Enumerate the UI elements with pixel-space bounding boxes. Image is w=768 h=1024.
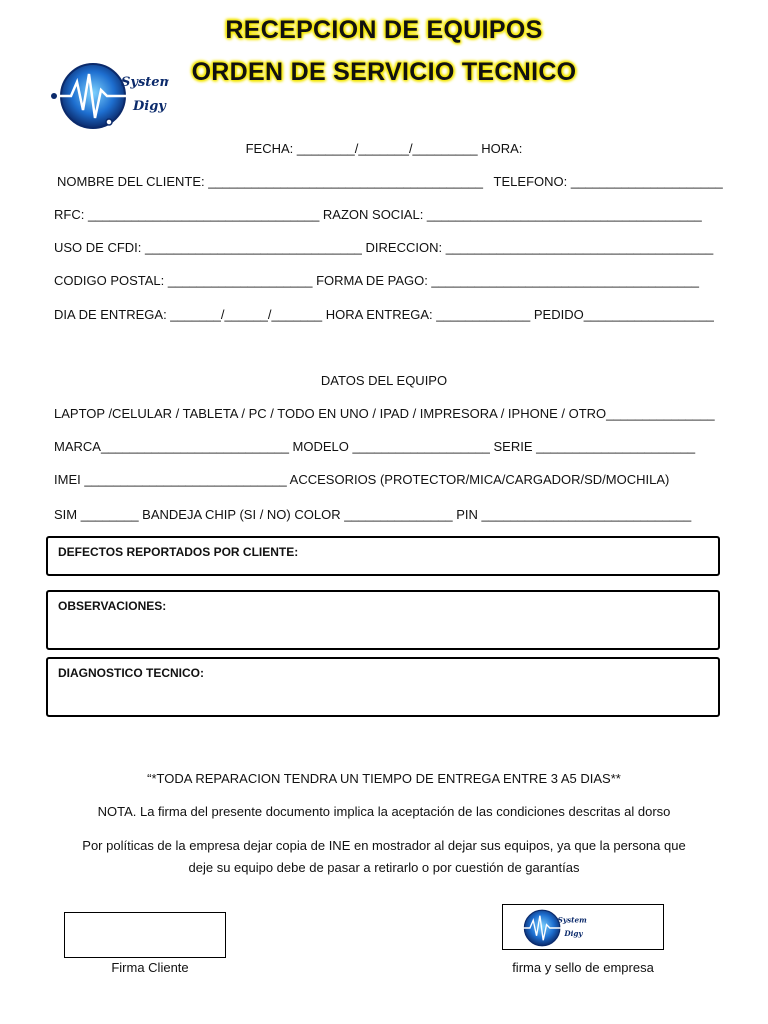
nombre-telefono-field[interactable]: NOMBRE DEL CLIENTE: ______________________________________ TELEFONO: _____________________ bbox=[57, 174, 723, 189]
signature-note: NOTA. La firma del presente documento implica la aceptación de las condiciones descritas al dorso bbox=[97, 804, 671, 819]
defectos-box[interactable] bbox=[46, 536, 720, 576]
rfc-razon-social-field[interactable]: RFC: ________________________________ RAZON SOCIAL: ______________________________________ bbox=[54, 207, 702, 222]
logo-text-1: System bbox=[120, 75, 169, 90]
logo-text-2: Digy bbox=[132, 99, 166, 114]
stamp-logo-graphic bbox=[511, 908, 591, 948]
document-subtitle: ORDEN DE SERVICIO TECNICO bbox=[191, 58, 577, 86]
delivery-time-note: “*TODA REPARACION TENDRA UN TIEMPO DE ENTREGA ENTRE 3 A5 DIAS** bbox=[147, 771, 621, 786]
cfdi-direccion-field[interactable]: USO DE CFDI: ______________________________ DIRECCION: _____________________________________ bbox=[54, 240, 714, 255]
codigo-postal-forma-pago-field[interactable]: CODIGO POSTAL: ____________________ FORMA DE PAGO: _____________________________________ bbox=[54, 273, 699, 288]
sim-color-pin-field[interactable]: SIM ________ BANDEJA CHIP (SI / NO) COLOR _______________ PIN _____________________________ bbox=[54, 507, 692, 522]
diagnostico-label: DIAGNOSTICO TECNICO: bbox=[58, 666, 204, 680]
device-type-field[interactable]: LAPTOP /CELULAR / TABLETA / PC / TODO EN UNO / IPAD / IMPRESORA / IPHONE / OTRO_______________ bbox=[54, 406, 715, 421]
equipment-heading: DATOS DEL EQUIPO bbox=[320, 373, 448, 388]
company-stamp-box[interactable] bbox=[502, 904, 664, 950]
document-title: RECEPCION DE EQUIPOS bbox=[225, 16, 543, 44]
observaciones-label: OBSERVACIONES: bbox=[58, 599, 167, 613]
dia-hora-entrega-field[interactable]: DIA DE ENTREGA: _______/______/_______ HORA ENTREGA: _____________ PEDIDO__________________ bbox=[54, 307, 714, 322]
marca-modelo-serie-field[interactable]: MARCA__________________________ MODELO ___________________ SERIE ______________________ bbox=[54, 439, 696, 454]
fecha-hora-field[interactable]: FECHA: ________/_______/_________ HORA: bbox=[245, 141, 523, 156]
diagnostico-box[interactable] bbox=[46, 657, 720, 717]
policy-note-line2: deje su equipo debe de pasar a retirarlo o por cuestión de garantías bbox=[188, 860, 580, 875]
stamp-logo-text-2: Digy bbox=[564, 928, 583, 938]
observaciones-box[interactable] bbox=[46, 590, 720, 650]
company-stamp-logo bbox=[511, 908, 591, 948]
defectos-label: DEFECTOS REPORTADOS POR CLIENTE: bbox=[58, 545, 299, 559]
stamp-logo-text-1: System bbox=[557, 915, 587, 925]
client-signature-box[interactable] bbox=[64, 912, 226, 958]
imei-accesorios-field[interactable]: IMEI ____________________________ ACCESORIOS (PROTECTOR/MICA/CARGADOR/SD/MOCHILA) bbox=[54, 472, 670, 487]
company-signature-label: firma y sello de empresa bbox=[512, 960, 654, 975]
policy-note-line1: Por políticas de la empresa dejar copia de INE en mostrador al dejar sus equipos, ya que la persona que bbox=[82, 838, 686, 853]
client-signature-label: Firma Cliente bbox=[111, 960, 189, 975]
